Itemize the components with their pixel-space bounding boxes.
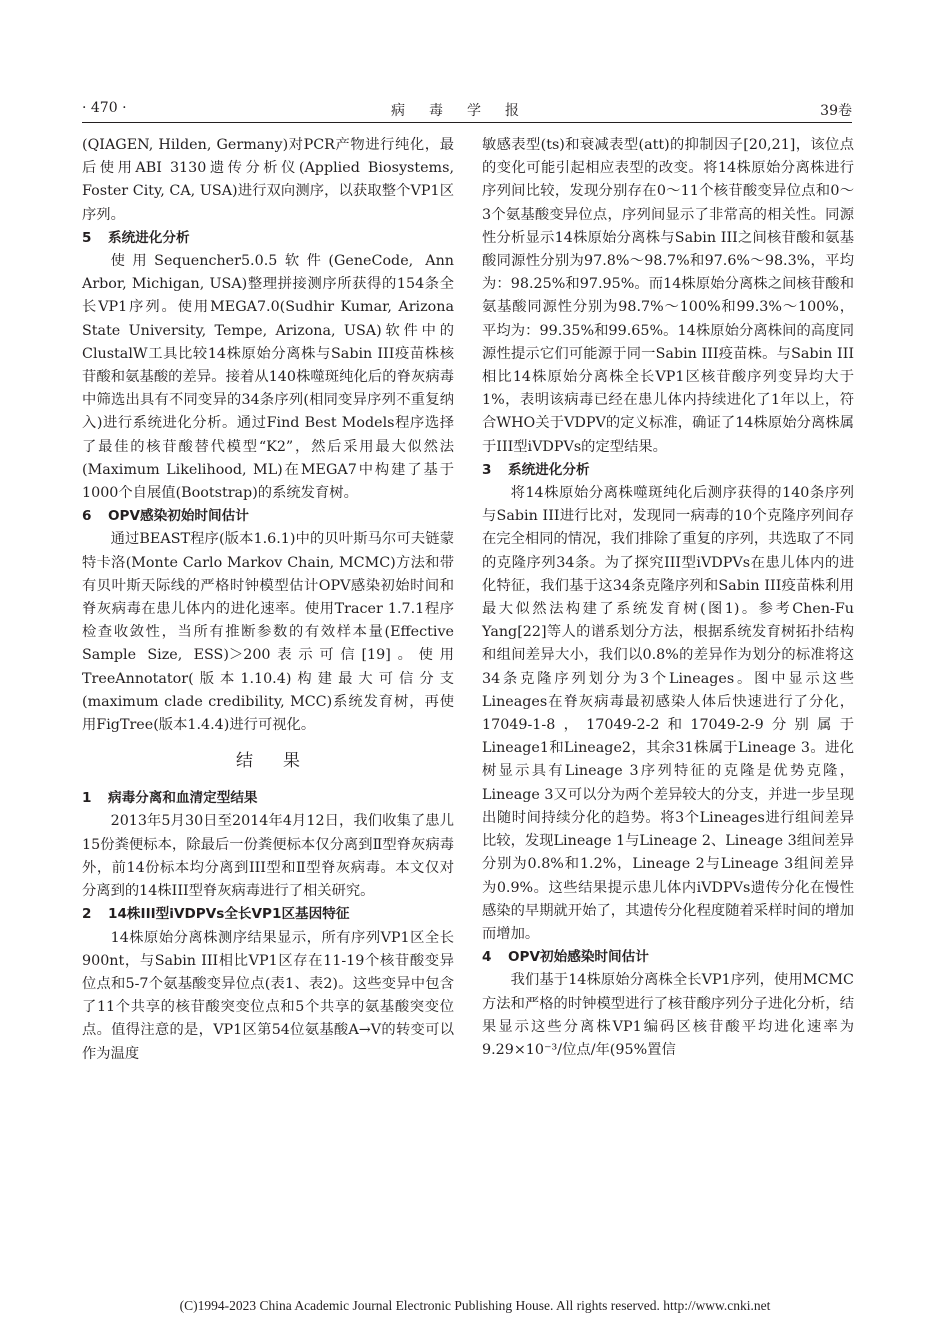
section-heading xyxy=(82,903,454,926)
section-heading xyxy=(82,505,454,528)
page-number: · 470 · xyxy=(82,100,127,116)
section-number: 4 xyxy=(482,949,492,966)
section-heading xyxy=(82,227,454,250)
paragraph: 将14株原始分离株噬斑纯化后测序获得的140条序列与Sabin III进行比对，发现同一病毒的10个克隆序列间存在完全相同的情况，我们排除了重复的序列，共选取了不同的克隆序列34条。为了探究III型iVDPVs在患儿体内的进化特征，我们基于这34条克隆序列和Sabin III疫苗株利用最大似然法构建了系统发育树(图1)。参考Chen-Fu Yang[22]等人的谱系划分方法，根据系统发育树拓扑结构和组间差异大小，我们以0.8%的差异作为划分的标准将这34条克隆序列划分为3个Lineages。图中显示这些Lineages在脊灰病毒最初感染人体后快速进行了分化，17049-1-8，17049-2-2和17049-2-9分别属于Lineage1和Lineage2，其余31株属于Lineage 3。进化树显示具有Lineage 3序列特征的克隆是优势克隆，Lineage 3又可以分为两个差异较大的分支，并进一步呈现出随时间持续分化的趋势。将3个Lineages进行组间差异比较，发现Lineage 1与Lineage 2、Lineage 3组间差异分别为0.8%和1.2%，Lineage 2与Lineage 3组间差异为0.9%。这些结果提示患儿体内iVDPVs遗传分化在慢性感染的早期就开始了，其遗传分化程度随着采样时间的增加而增加。 xyxy=(482,485,854,942)
paragraph: 通过BEAST程序(版本1.6.1)中的贝叶斯马尔可夫链蒙特卡洛(Monte Carlo Markov Chain, MCMC)方法和带有贝叶斯天际线的严格时钟模型估计OPV感染初始时间和脊灰病毒在患儿体内的进化速率。使用Tracer 1.7.1程序检查收敛性，当所有推断参数的有效样本量(Effective Sample Size, ESS)＞200表示可信[19]。使用TreeAnnotator(版本1.10.4)构建最大可信分支(maximum clade credibility, MCC)系统发育树，再使用FigTree(版本1.4.4)进行可视化。 xyxy=(82,531,454,734)
section-title: 14株III型iVDPVs全长VP1区基因特征 xyxy=(108,906,350,923)
right-column xyxy=(482,134,854,1062)
paragraph: 14株原始分离株测序结果显示，所有序列VP1区全长900nt，与Sabin III相比VP1区存在11-19个核苷酸变异位点和5-7个氨基酸变异位点(表1、表2)。这些变异中包含了11个共享的核苷酸突变位点和5个共享的氨基酸突变位点。值得注意的是，VP1区第54位氨基酸A→V的转变可以作为温度 xyxy=(82,929,454,1062)
section-heading xyxy=(482,946,854,969)
running-header xyxy=(82,96,852,122)
results-heading: 结果 xyxy=(236,751,330,772)
volume-label: 39卷 xyxy=(820,103,852,119)
header-rule xyxy=(82,122,852,123)
paragraph: (QIAGEN, Hilden, Germany)对PCR产物进行纯化，最后使用ABI 3130遗传分析仪(Applied Biosystems, Foster City, CA, USA)进行双向测序，以获取整个VP1区序列。 xyxy=(82,137,454,223)
section-title: OPV初始感染时间估计 xyxy=(508,949,649,966)
section-number: 6 xyxy=(82,508,92,525)
section-title: OPV感染初始时间估计 xyxy=(108,508,249,525)
section-title: 病毒分离和血清定型结果 xyxy=(108,790,258,807)
journal-name: 病毒学报 xyxy=(391,103,543,119)
section-title: 系统进化分析 xyxy=(508,461,590,478)
section-number: 1 xyxy=(82,790,92,807)
paragraph: 敏感表型(ts)和衰减表型(att)的抑制因子[20,21]，该位点的变化可能引起相应表型的改变。将14株原始分离株进行序列间比较，发现分别存在0～11个核苷酸变异位点和0～3个氨基酸变异位点，序列间显示了非常高的相关性。同源性分析显示14株原始分离株与Sabin III之间核苷酸和氨基酸同源性分别为97.8%～98.7%和97.6%～98.3%，平均为：98.25%和97.95%。而14株原始分离株之间核苷酸和氨基酸同源性分别为98.7%～100%和99.3%～100%，平均为：99.35%和99.65%。14株原始分离株间的高度同源性提示它们可能源于同一Sabin III疫苗株。与Sabin III相比14株原始分离株全长VP1区核苷酸序列变异均大于1%，表明该病毒已经在患儿体内持续进化了1年以上，符合WHO关于VDPV的定义标准，确证了14株原始分离株属于III型iVDPVs的定型结果。 xyxy=(482,137,854,455)
section-number: 2 xyxy=(82,906,92,923)
section-number: 3 xyxy=(482,461,492,478)
left-column xyxy=(82,134,454,1066)
paragraph: 2013年5月30日至2014年4月12日，我们收集了患儿15份粪便标本，除最后一份粪便标本仅分离到Ⅱ型脊灰病毒外，前14份标本均分离到III型和Ⅱ型脊灰病毒。本文仅对分离到的14株III型脊灰病毒进行了相关研究。 xyxy=(82,813,454,900)
copyright-footer: (C)1994-2023 China Academic Journal Electronic Publishing House. All rights reserved. http://www.cnki.net xyxy=(179,1298,771,1313)
section-number: 5 xyxy=(82,229,92,246)
paragraph: 使用Sequencher5.0.5软件(GeneCode, Ann Arbor, Michigan, USA)整理拼接测序所获得的154条全长VP1序列。使用MEGA7.0(Sudhir Kumar, Arizona State University, Tempe, Arizona, USA)软件中的ClustalW工具比较14株原始分离株与Sabin III疫苗株核苷酸和氨基酸的差异。接着从140株噬斑纯化后的脊灰病毒中筛选出具有不同变异的34条序列(相同变异序列不重复纳入)进行系统进化分析。通过Find Best Models程序选择了最佳的核苷酸替代模型“K2”，然后采用最大似然法(Maximum Likelihood, ML)在MEGA7中构建了基于1000个自展值(Bootstrap)的系统发育树。 xyxy=(82,253,454,502)
section-heading xyxy=(482,459,854,482)
section-title: 系统进化分析 xyxy=(108,229,190,246)
paragraph: 我们基于14株原始分离株全长VP1序列，使用MCMC方法和严格的时钟模型进行了核苷酸序列分子进化分析，结果显示这些分离株VP1编码区核苷酸平均进化速率为9.29×10⁻³/位点/年(95%置信 xyxy=(482,972,854,1058)
section-heading xyxy=(82,787,454,810)
